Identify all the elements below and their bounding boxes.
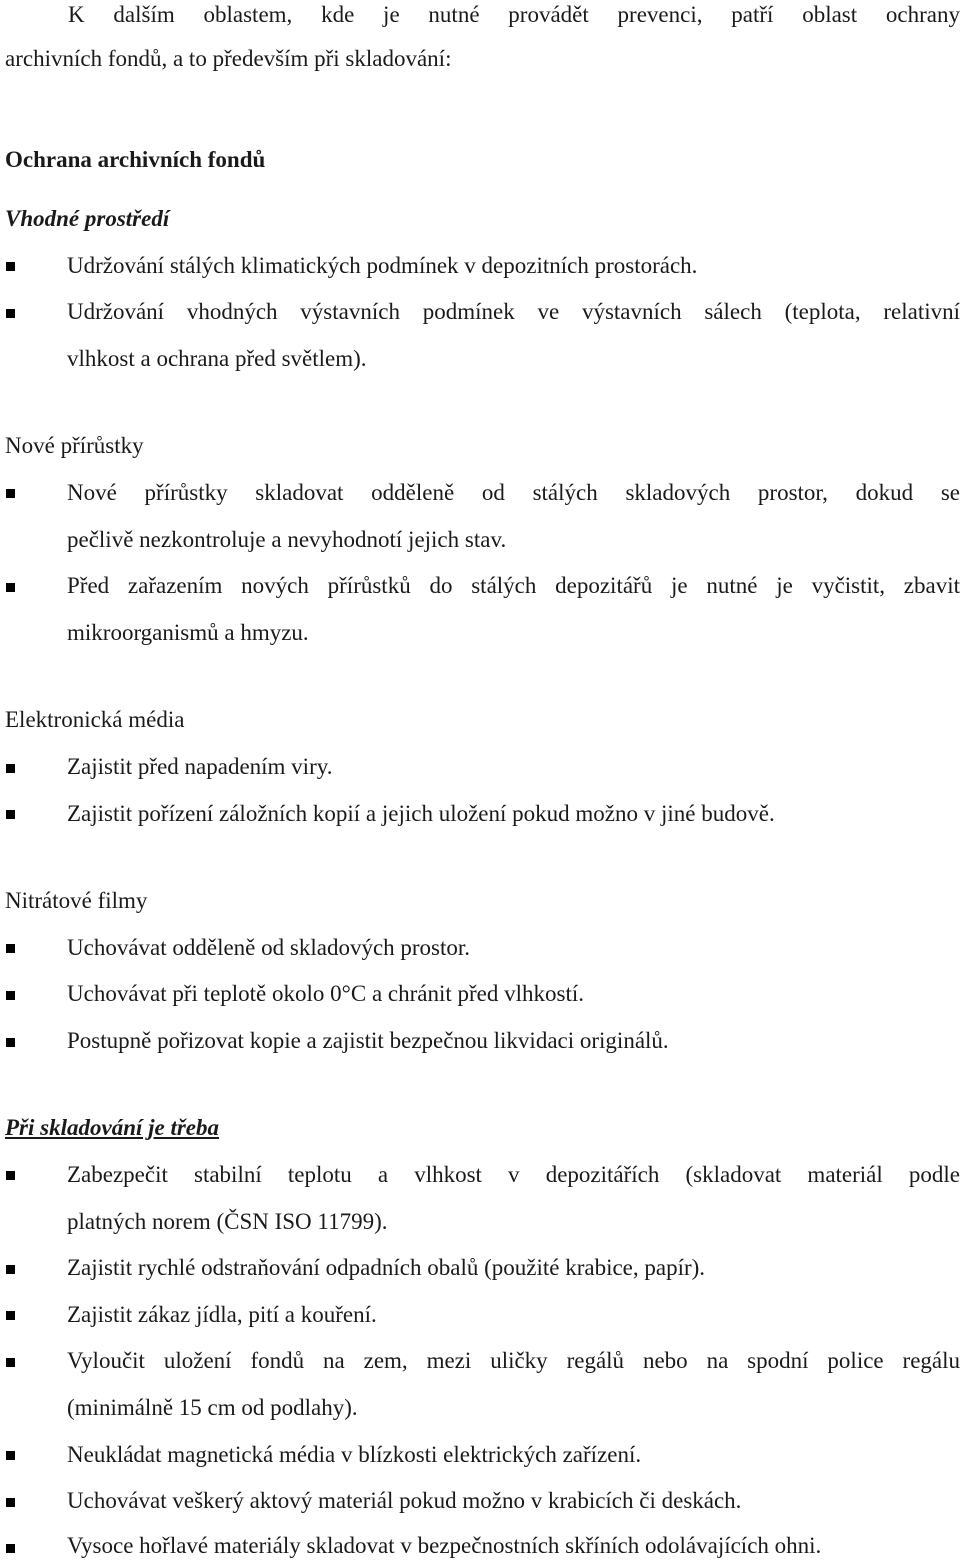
list-item-line: Zajistit zákaz jídla, pití a kouření.: [67, 1302, 377, 1327]
bullet-icon: [6, 1311, 15, 1320]
section-title-electronic: Elektronická média: [5, 707, 185, 732]
bullet-icon: [6, 1544, 15, 1553]
list-item-line: Vyloučit uložení fondů na zem, mezi uličky regálů nebo na spodní police regálu: [67, 1348, 960, 1373]
list-item-line-continued: pečlivě nezkontroluje a nevyhodnotí jejich stav.: [67, 527, 507, 552]
bullet-icon: [6, 262, 15, 271]
list-item-line: Zajistit před napadením viry.: [67, 754, 333, 779]
list-item-line-continued: (minimálně 15 cm od podlahy).: [67, 1395, 358, 1420]
list-item-line: Vysoce hořlavé materiály skladovat v bezpečnostních skříních odolávajících ohni.: [67, 1533, 822, 1558]
section-title-acquisitions: Nové přírůstky: [5, 433, 144, 458]
bullet-icon: [6, 810, 15, 819]
bullet-icon: [6, 1498, 15, 1507]
list-item-line: Uchovávat veškerý aktový materiál pokud možno v krabicích či deskách.: [67, 1488, 742, 1513]
list-item-line: Postupně pořizovat kopie a zajistit bezpečnou likvidaci originálů.: [67, 1028, 669, 1053]
list-item-line-continued: mikroorganismů a hmyzu.: [67, 620, 309, 645]
list-item-line-continued: vlhkost a ochrana před světlem).: [67, 346, 367, 371]
list-item-line: Neukládat magnetická média v blízkosti elektrických zařízení.: [67, 1442, 642, 1467]
list-item-line-continued: platných norem (ČSN ISO 11799).: [67, 1209, 388, 1234]
intro-line-2: archivních fondů, a to především při skladování:: [5, 46, 452, 71]
list-item-line: Zabezpečit stabilní teplotu a vlhkost v depozitářích (skladovat materiál podle: [67, 1162, 960, 1187]
list-item-line: Uchovávat při teplotě okolo 0°C a chránit před vlhkostí.: [67, 981, 584, 1006]
bullet-icon: [6, 1358, 15, 1367]
section-title-environment: Vhodné prostředí: [5, 206, 170, 231]
section-title-nitrate: Nitrátové filmy: [5, 888, 148, 913]
bullet-icon: [6, 764, 15, 773]
bullet-icon: [6, 309, 15, 318]
list-item-line: Udržování stálých klimatických podmínek v depozitních prostorách.: [67, 253, 698, 278]
list-item-line: Nové přírůstky skladovat odděleně od stálých skladových prostor, dokud se: [67, 480, 960, 505]
bullet-icon: [6, 991, 15, 1000]
bullet-icon: [6, 1171, 15, 1180]
main-heading: Ochrana archivních fondů: [5, 147, 266, 172]
bullet-icon: [6, 583, 15, 592]
list-item-line: Uchovávat odděleně od skladových prostor.: [67, 935, 471, 960]
list-item-line: Zajistit rychlé odstraňování odpadních obalů (použité krabice, papír).: [67, 1255, 706, 1280]
bullet-icon: [6, 1451, 15, 1460]
list-item-line: Udržování vhodných výstavních podmínek ve výstavních sálech (teplota, relativní: [67, 299, 960, 324]
section-title-storage: Při skladování je třeba: [5, 1115, 220, 1140]
bullet-icon: [6, 1038, 15, 1047]
bullet-icon: [6, 489, 15, 498]
list-item-line: Před zařazením nových přírůstků do stálých depozitářů je nutné je vyčistit, zbavit: [67, 573, 960, 598]
bullet-icon: [6, 944, 15, 953]
bullet-icon: [6, 1265, 15, 1274]
intro-line-1: K dalším oblastem, kde je nutné provádět prevenci, patří oblast ochrany: [68, 2, 960, 27]
list-item-line: Zajistit pořízení záložních kopií a jejich uložení pokud možno v jiné budově.: [67, 801, 775, 826]
